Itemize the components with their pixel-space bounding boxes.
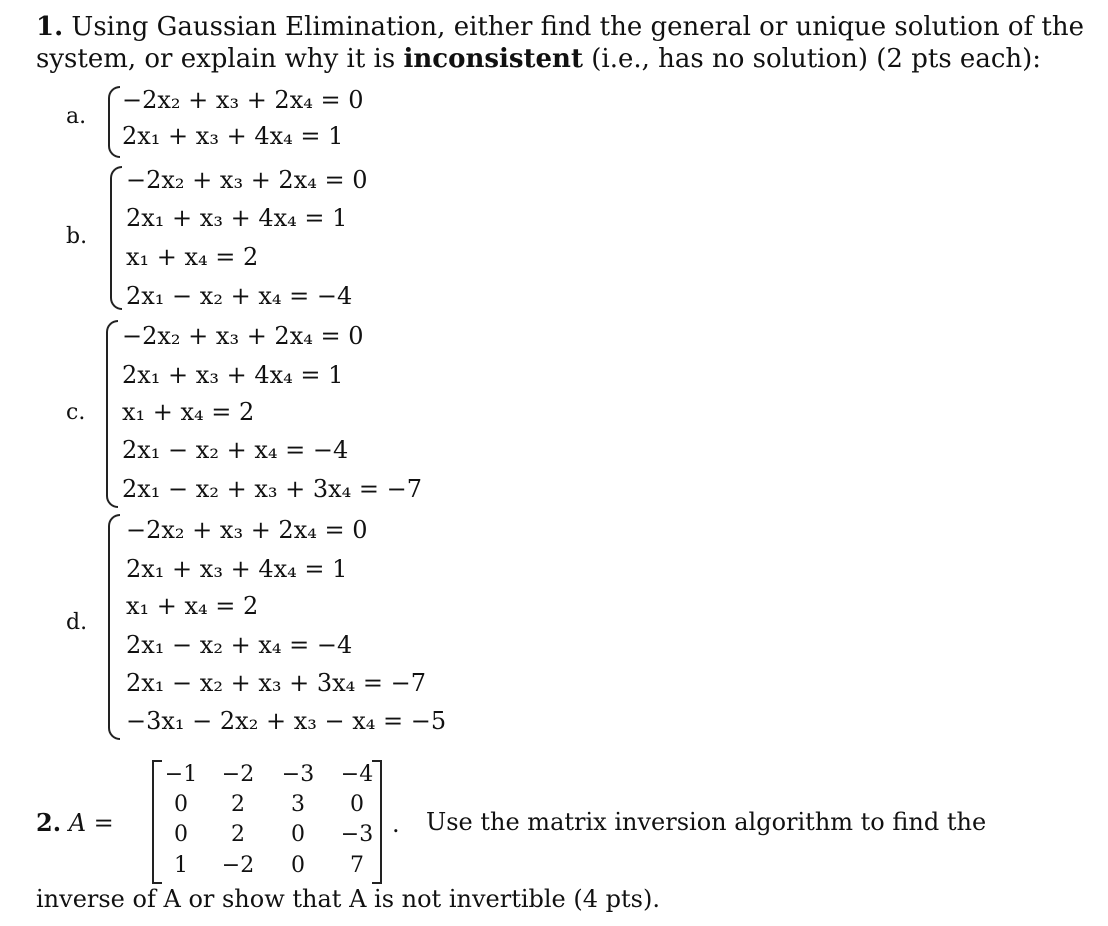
problem2-closing: inverse of A or show that A is not invertible (4 pts). <box>36 885 660 913</box>
part-b-eq-2: 2x₁ + x₃ + 4x₄ = 1 <box>126 204 348 232</box>
matrix-cell: 0 <box>174 792 188 817</box>
problem2-lhs: A = <box>68 809 114 837</box>
part-c-eq-1: −2x₂ + x₃ + 2x₄ = 0 <box>122 322 364 350</box>
matrix-cell: 7 <box>350 853 364 878</box>
part-a-eq-1: −2x₂ + x₃ + 2x₄ = 0 <box>122 86 364 114</box>
part-d-brace <box>108 514 120 740</box>
matrix-cell: 0 <box>291 853 305 878</box>
part-c-eq-3: x₁ + x₄ = 2 <box>122 398 255 426</box>
part-c-eq-5: 2x₁ − x₂ + x₃ + 3x₄ = −7 <box>122 475 423 503</box>
matrix-cell: −3 <box>340 822 374 847</box>
part-c-eq-2: 2x₁ + x₃ + 4x₄ = 1 <box>122 361 344 389</box>
part-a-eq-2: 2x₁ + x₃ + 4x₄ = 1 <box>122 122 344 150</box>
matrix-cell: 2 <box>231 822 245 847</box>
problem1-intro-line1 <box>36 12 1084 42</box>
problem2-instruction: Use the matrix inversion algorithm to find the <box>426 808 987 836</box>
intro-pre: system, or explain why it is <box>36 44 404 74</box>
part-d-eq-1: −2x₂ + x₃ + 2x₄ = 0 <box>126 516 368 544</box>
intro-post: (i.e., has no solution) (2 pts each): <box>582 44 1042 74</box>
problem2-number: 2. <box>36 808 62 837</box>
matrix-cell: 3 <box>291 792 305 817</box>
part-d-label: d. <box>66 610 88 635</box>
problem1-intro-text: Using Gaussian Elimination, either find the general or unique solution of the <box>71 12 1084 42</box>
matrix-period: . <box>392 810 400 838</box>
part-d-eq-3: x₁ + x₄ = 2 <box>126 592 259 620</box>
matrix-cell: −1 <box>164 762 198 787</box>
intro-bold-inconsistent: inconsistent <box>403 44 583 74</box>
part-d-eq-5: 2x₁ − x₂ + x₃ + 3x₄ = −7 <box>126 669 427 697</box>
matrix-cell: −2 <box>221 853 255 878</box>
part-b-eq-1: −2x₂ + x₃ + 2x₄ = 0 <box>126 166 368 194</box>
part-c-brace <box>106 320 118 508</box>
matrix-cell: 0 <box>350 792 364 817</box>
part-b-label: b. <box>66 224 88 249</box>
problem1-number: 1. <box>36 12 64 42</box>
part-c-label: c. <box>66 400 86 425</box>
part-d-eq-2: 2x₁ + x₃ + 4x₄ = 1 <box>126 555 348 583</box>
matrix-cell: 1 <box>174 853 188 878</box>
part-d-eq-4: 2x₁ − x₂ + x₄ = −4 <box>126 631 353 659</box>
part-a-brace <box>108 86 120 158</box>
part-d-eq-6: −3x₁ − 2x₂ + x₃ − x₄ = −5 <box>126 707 447 735</box>
part-b-brace <box>110 166 122 310</box>
part-a-label: a. <box>66 104 87 129</box>
part-b-eq-3: x₁ + x₄ = 2 <box>126 243 259 271</box>
problem2-lhs-line <box>36 808 114 837</box>
problem1-intro-line2 <box>36 44 1041 74</box>
matrix-cell: 0 <box>174 822 188 847</box>
matrix-cell: −4 <box>340 762 374 787</box>
matrix-cell: 0 <box>291 822 305 847</box>
matrix-cell: 2 <box>231 792 245 817</box>
part-b-eq-4: 2x₁ − x₂ + x₄ = −4 <box>126 282 353 310</box>
matrix-cell: −3 <box>281 762 315 787</box>
matrix-cell: −2 <box>221 762 255 787</box>
part-c-eq-4: 2x₁ − x₂ + x₄ = −4 <box>122 436 349 464</box>
